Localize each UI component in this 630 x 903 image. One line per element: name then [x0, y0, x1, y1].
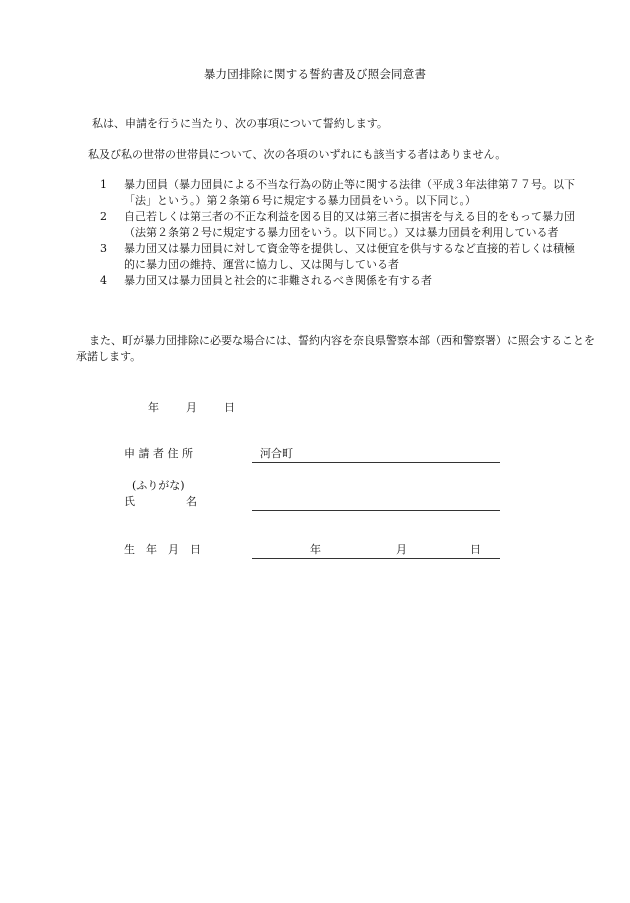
- name-label-first-char: 氏: [124, 495, 135, 508]
- item-number: 1: [100, 178, 107, 191]
- item-text: 暴力団又は暴力団員に対して資金等を提供し、又は便宜を供与するなど直接的若しくは積極的に暴力団の維持、運営に協力し、又は関与している者: [124, 242, 575, 271]
- intro-text: 私は、申請を行うに当たり、次の事項について誓約します。: [92, 117, 388, 130]
- name-field[interactable]: [252, 494, 500, 511]
- birth-month-label: 月: [396, 543, 407, 556]
- document-title: 暴力団排除に関する誓約書及び照会同意書: [203, 67, 427, 81]
- declaration-list: [100, 177, 580, 289]
- item-text: 自己若しくは第三者の不正な利益を図る目的又は第三者に損害を与える目的をもって暴力団（法第２条第２号に規定する暴力団をいう。以下同じ。）又は暴力団員を利用している者: [124, 210, 575, 239]
- birth-year-label: 年: [310, 543, 321, 556]
- address-field[interactable]: [252, 446, 500, 463]
- date-month-label: 月: [186, 401, 197, 414]
- declaration-item: [100, 273, 580, 289]
- item-number: 3: [100, 242, 107, 255]
- consent-text: また、町が暴力団排除に必要な場合には、誓約内容を奈良県警察本部（西和警察署）に照会することを承諾します。: [76, 334, 595, 363]
- statement-text: 私及び私の世帯の世帯員について、次の各項のいずれにも該当する者はありません。: [88, 148, 507, 161]
- item-text: 暴力団又は暴力団員と社会的に非難されるべき関係を有する者: [124, 274, 432, 287]
- declaration-item: [100, 241, 580, 273]
- date-day-label: 日: [224, 401, 235, 414]
- declaration-item: [100, 177, 580, 209]
- birth-day-label: 日: [470, 543, 481, 556]
- date-year-label: 年: [148, 401, 159, 414]
- furigana-label: (ふりがな): [132, 479, 185, 492]
- item-number: 4: [100, 274, 107, 287]
- address-value: 河合町: [260, 447, 293, 460]
- address-label: 申 請 者 住 所: [124, 447, 193, 460]
- item-text: 暴力団員（暴力団員による不当な行為の防止等に関する法律（平成３年法律第７７号。以下「法」という。）第２条第６号に規定する暴力団員をいう。以下同じ。）: [124, 178, 575, 207]
- name-label-second-char: 名: [186, 495, 197, 508]
- birth-date-label: 生 年 月 日: [124, 543, 201, 556]
- item-number: 2: [100, 210, 107, 223]
- declaration-item: [100, 209, 580, 241]
- birth-date-field[interactable]: [252, 542, 500, 559]
